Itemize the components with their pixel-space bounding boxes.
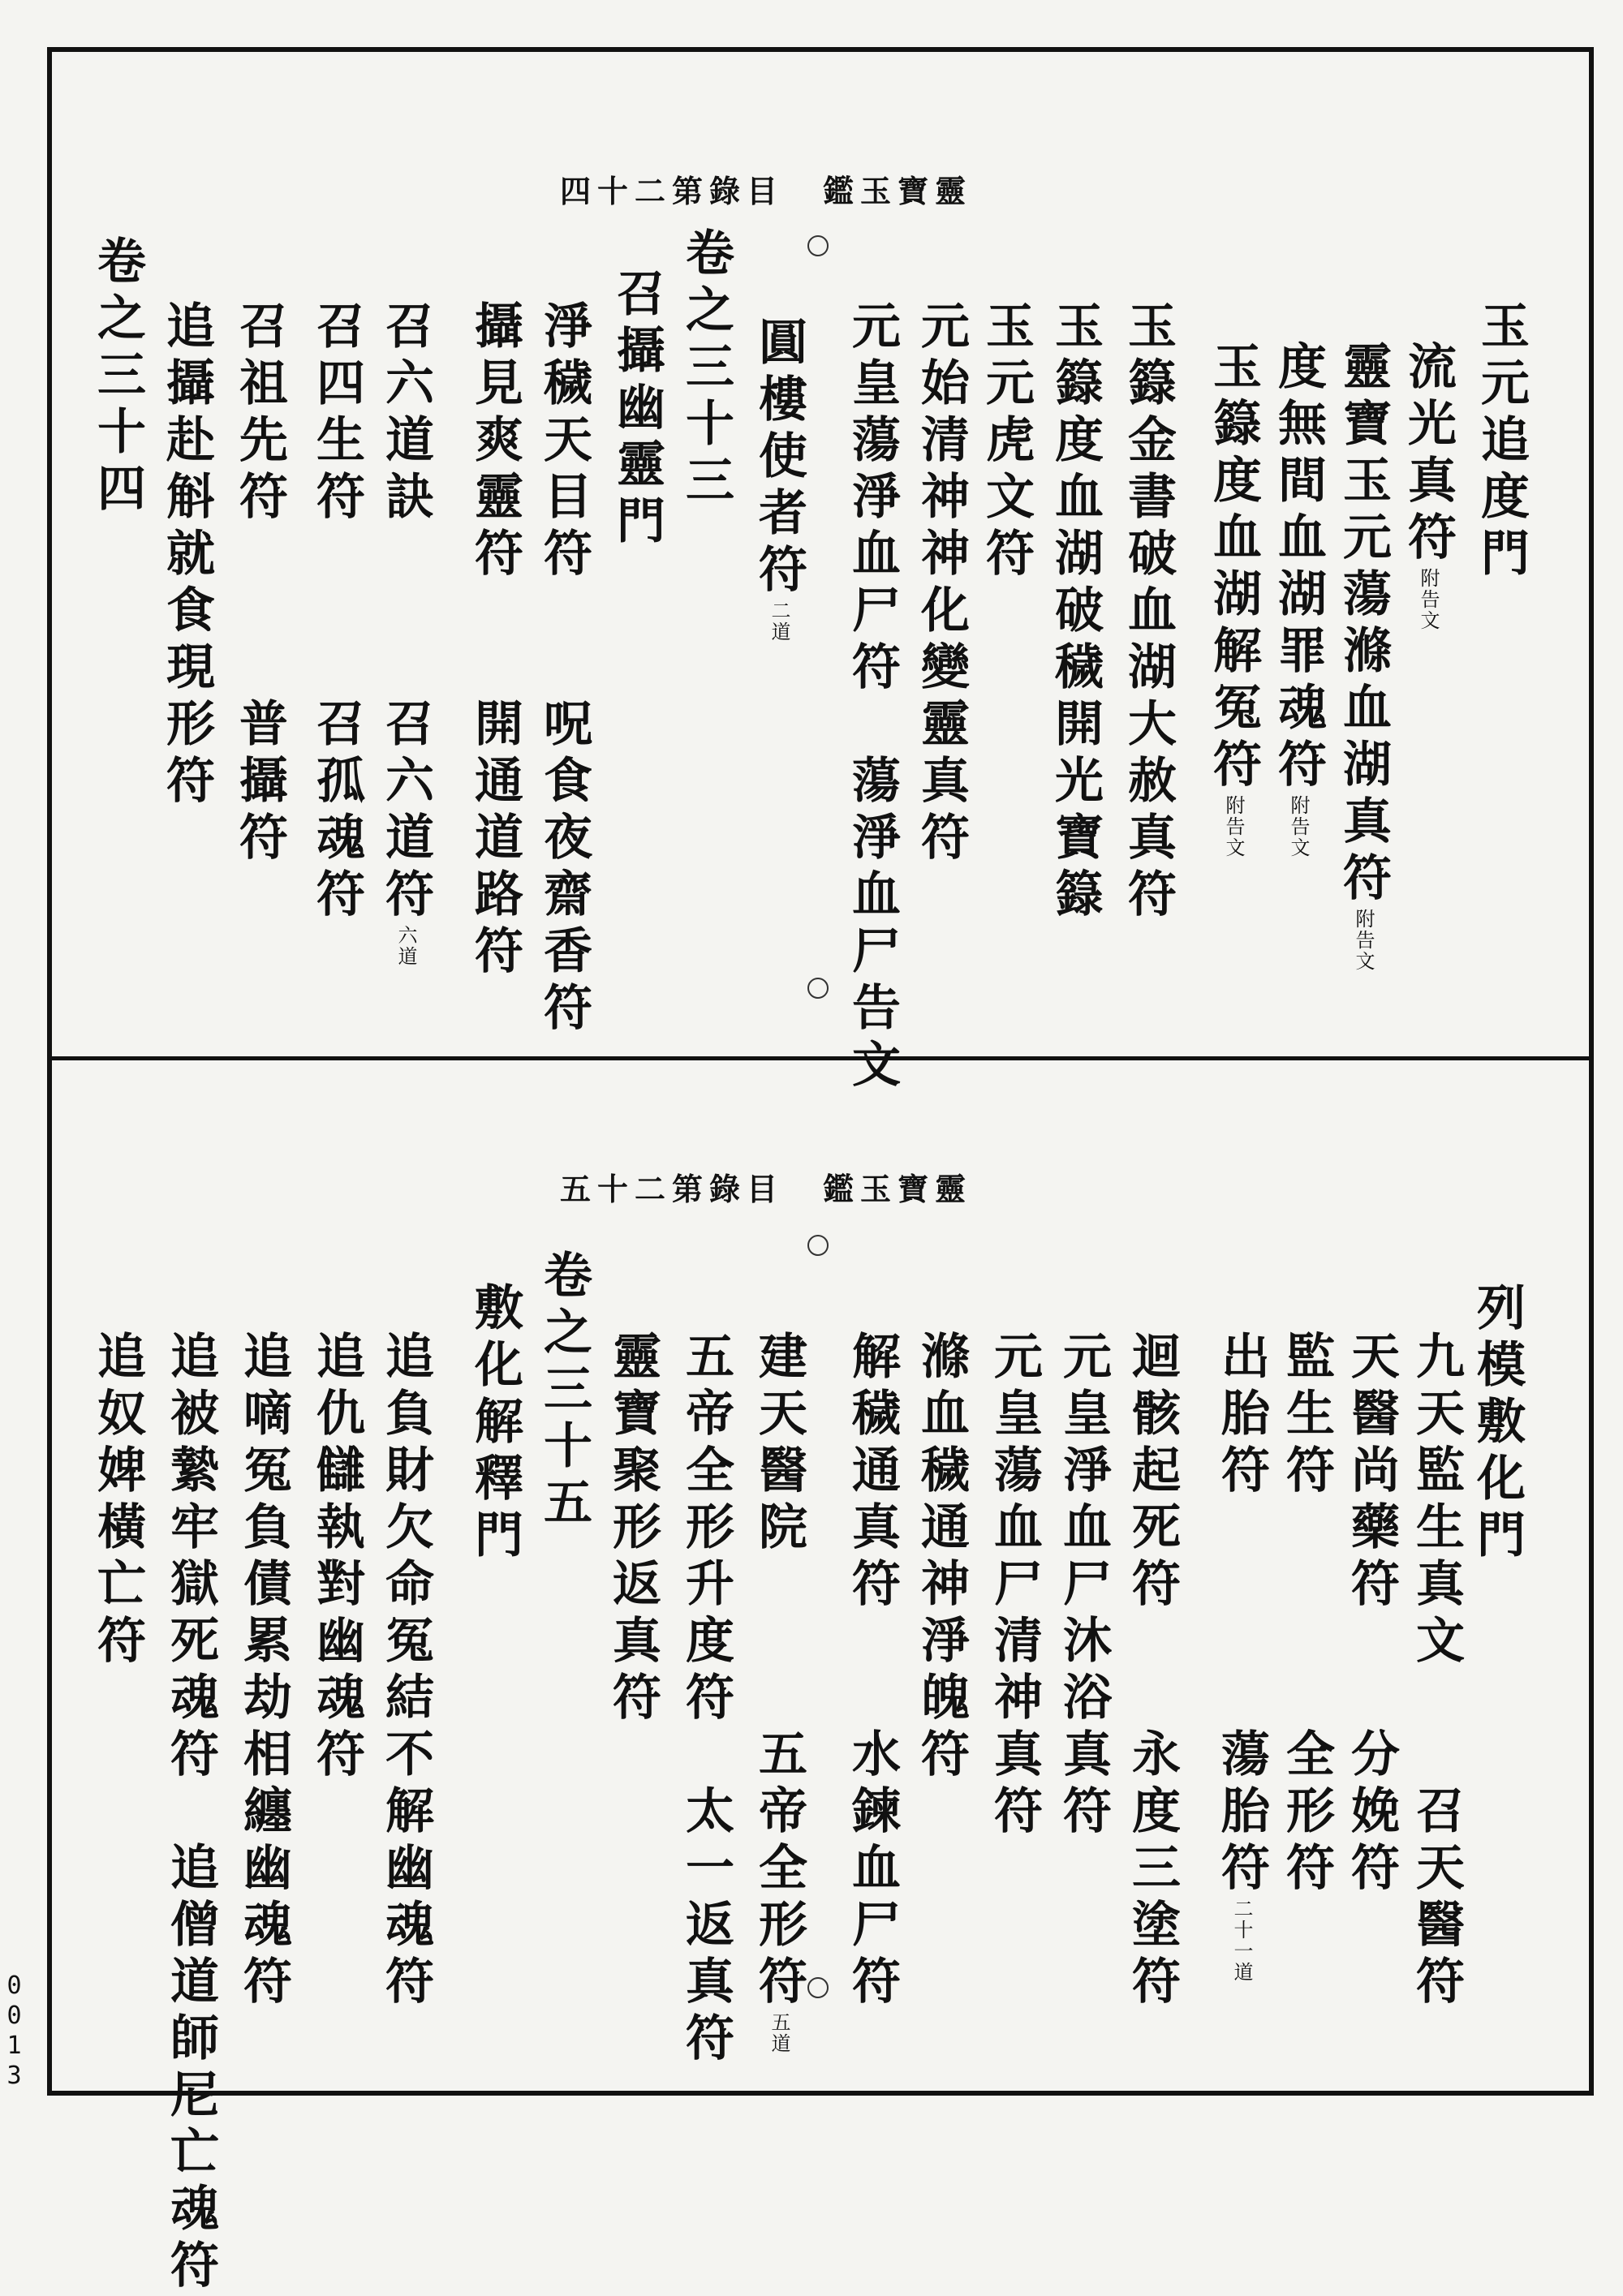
top-col-13: 召攝幽靈門 [609, 268, 665, 552]
bottom-col-19: 追被縶牢獄死魂符 追僧道師尼亡魂符 [162, 1331, 219, 2296]
bottom-col-9: 滌血穢通神淨魄符 [913, 1331, 970, 1785]
header-section: 目錄第二十四 [560, 173, 785, 209]
top-col-4: 度無間血湖罪魂符附告文 [1270, 341, 1327, 858]
top-col-18: 召祖先符 普攝符 [231, 300, 288, 868]
bottom-col-16: 追負財欠命冤結不解幽魂符 [377, 1331, 434, 2012]
page-number: 0013 [0, 1971, 28, 2092]
bottom-col-7: 元皇淨血尸沐浴真符 [1055, 1331, 1112, 1842]
punch-hole-mark [807, 1977, 829, 1998]
top-col-3: 靈寶玉元蕩滌血湖真符附告文 [1335, 341, 1392, 972]
bottom-col-15: 敷化解釋門 [467, 1282, 523, 1566]
top-col-12: 卷之三十三 [678, 227, 734, 511]
bottom-col-10: 解穢通真符 水鍊血尸符 [844, 1331, 901, 2012]
bottom-col-13: 靈寶聚形返真符 [605, 1331, 661, 1728]
bottom-col-5: 出胎符 蕩胎符二十一道 [1213, 1331, 1270, 1983]
bottom-col-1: 列模敷化門 [1469, 1282, 1526, 1566]
header-title: 靈寶玉鑑 [823, 173, 973, 209]
top-col-10: 元皇蕩淨血尸符 蕩淨血尸告文 [844, 300, 901, 1095]
punch-hole-mark [807, 235, 829, 256]
bottom-col-17: 追仇讎執對幽魂符 [308, 1331, 365, 1785]
punch-hole-mark [807, 1235, 829, 1256]
bottom-col-3: 天醫尚藥符 分娩符 [1343, 1331, 1400, 1898]
top-col-2: 流光真符附告文 [1400, 341, 1457, 631]
bottom-col-14: 卷之三十五 [536, 1249, 592, 1533]
punch-hole-mark [807, 978, 829, 999]
bottom-col-4: 監生符 全形符 [1278, 1331, 1335, 1898]
top-col-14: 淨穢天目符 呪食夜齋香符 [536, 300, 592, 1038]
top-col-17: 召四生符 召孤魂符 [308, 300, 365, 925]
header-title: 靈寶玉鑑 [823, 1171, 973, 1207]
top-col-11: 圓樓使者符二道 [751, 316, 807, 643]
top-col-8: 玉元虎文符 [978, 300, 1035, 584]
top-col-5: 玉籙度血湖解冤符附告文 [1205, 341, 1262, 858]
header-bottom [560, 1164, 972, 1209]
bottom-col-2: 九天監生真文 召天醫符 [1408, 1331, 1465, 2012]
top-col-1: 玉元追度門 [1473, 300, 1530, 584]
half-divider [47, 1056, 1594, 1060]
bottom-col-12: 五帝全形升度符 太一返真符 [678, 1331, 734, 2069]
bottom-col-11: 建天醫院 五帝全形符五道 [751, 1331, 807, 2054]
top-col-9: 元始清神神化變靈真符 [913, 300, 970, 868]
top-col-15: 攝見爽靈符 開通道路符 [467, 300, 523, 982]
bottom-col-8: 元皇蕩血尸清神真符 [986, 1331, 1043, 1842]
top-col-16: 召六道訣 召六道符六道 [377, 300, 434, 967]
header-top [560, 166, 972, 211]
top-col-7: 玉籙度血湖破穢開光寶籙 [1047, 300, 1104, 925]
top-col-20: 卷之三十四 [89, 235, 146, 519]
bottom-col-6: 迴骸起死符 永度三塗符 [1124, 1331, 1181, 2012]
top-col-19: 追攝赴斛就食現形符 [158, 300, 215, 811]
header-section: 目錄第二十五 [560, 1171, 785, 1207]
top-col-6: 玉籙金書破血湖大赦真符 [1120, 300, 1177, 925]
bottom-col-20: 追奴婢橫亡符 [89, 1331, 146, 1671]
bottom-col-18: 追嘀冤負債累劫相纏幽魂符 [235, 1331, 292, 2012]
